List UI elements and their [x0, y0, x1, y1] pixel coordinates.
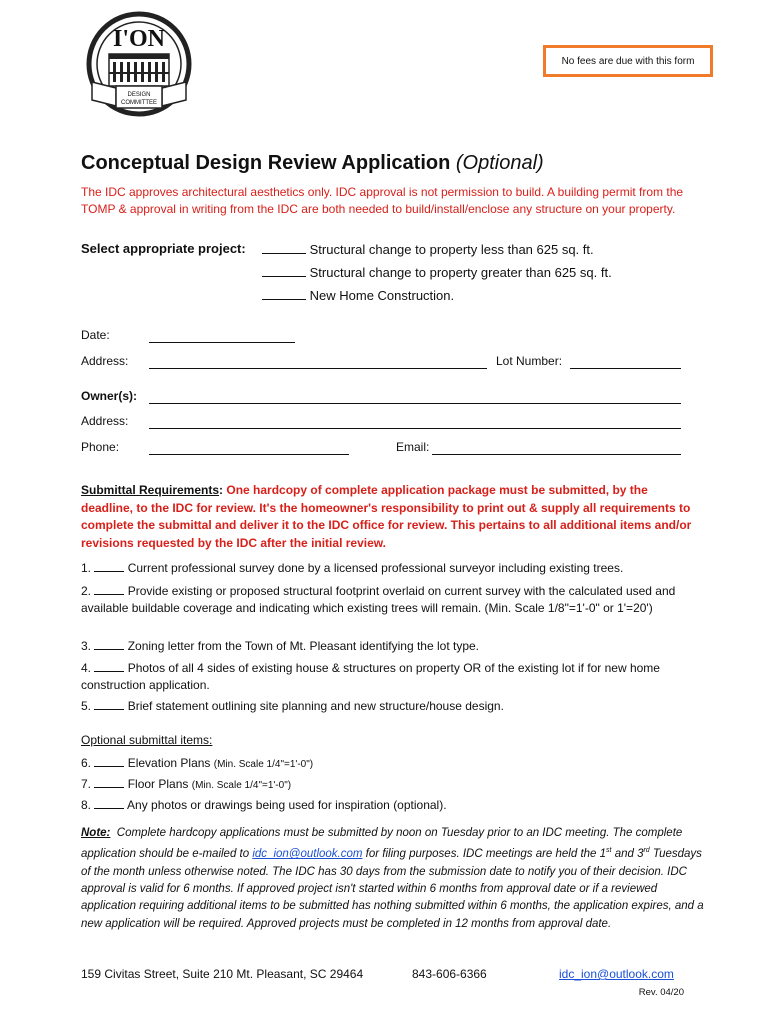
list-item: 3. Zoning letter from the Town of Mt. Pleasant identifying the lot type.: [81, 639, 480, 653]
item-blank[interactable]: [94, 754, 124, 767]
ion-design-committee-logo: [84, 10, 194, 118]
project-option-2[interactable]: Structural change to property greater than 625 sq. ft.: [262, 264, 612, 280]
item-blank[interactable]: [94, 637, 124, 650]
footer-phone: 843-606-6366: [412, 967, 487, 981]
footer-address: 159 Civitas Street, Suite 210 Mt. Pleasant, SC 29464: [81, 967, 364, 981]
owners-field[interactable]: [149, 391, 681, 404]
fee-notice-box: [543, 45, 713, 77]
phone-label: Phone:: [81, 440, 120, 454]
date-field[interactable]: [149, 330, 295, 343]
list-item: 8. Any photos or drawings being used for inspiration (optional).: [81, 798, 447, 812]
project-option-1[interactable]: Structural change to property less than 625 sq. ft.: [262, 241, 594, 257]
project-blank[interactable]: [262, 264, 306, 277]
project-blank[interactable]: [262, 287, 306, 300]
date-label: Date:: [81, 328, 110, 342]
phone-field[interactable]: [149, 442, 349, 455]
project-option-3[interactable]: New Home Construction.: [262, 287, 454, 303]
title-optional: (Optional): [455, 152, 544, 174]
item-blank[interactable]: [94, 582, 124, 595]
lot-number-label: Lot Number:: [496, 354, 563, 368]
submittal-heading: Submittal Requirements: [81, 483, 220, 497]
project-label: Select appropriate project:: [81, 241, 246, 256]
intro-text: The IDC approves architectural aesthetics only. IDC approval is not permission to build. A building permit from the TOMP & approval in writing from the IDC are both needed to build/install/enclose any structure on your property.: [81, 185, 684, 216]
item-blank[interactable]: [94, 559, 124, 572]
project-blank[interactable]: [262, 241, 306, 254]
list-item: 1. Current professional survey done by a licensed professional surveyor including existing trees.: [81, 561, 624, 575]
note-email-link[interactable]: idc_ion@outlook.com: [252, 848, 363, 861]
item-blank[interactable]: [94, 697, 124, 710]
submittal-text: One hardcopy of complete application package must be submitted, by the deadline, to the IDC for review. It's the homeowner's responsibility to print out & supply all requirements to complete the submittal and deliver it to the IDC office for review. This pertains to all additional items and/or revisions requested by the IDC after the initial review.: [81, 483, 692, 550]
email-label: Email:: [396, 440, 430, 454]
list-item: 4. Photos of all 4 sides of existing house & structures on property OR of the existing lot if for new home construction application.: [81, 661, 660, 692]
list-item: 5. Brief statement outlining site planning and new structure/house design.: [81, 699, 504, 713]
logo-sub2: COMMITTEE: [121, 100, 157, 106]
note-label: Note:: [81, 827, 111, 839]
address-field[interactable]: [149, 356, 487, 369]
logo-text: I'ON: [112, 26, 166, 52]
lot-number-field[interactable]: [570, 356, 681, 369]
footer-email-link[interactable]: idc_ion@outlook.com: [559, 967, 674, 981]
owner-address-field[interactable]: [149, 416, 681, 429]
revision-label: Rev. 04/20: [638, 987, 684, 998]
submittal-requirements: Submittal Requirements: One hardcopy of complete application package must be submitted, by the deadline, to the IDC for review. It's the homeowner's responsibility to print out & supply all requirements to complete the submittal and deliver it to the IDC office for review. This pertains to all additional items and/or revisions requested by the IDC after the initial review.: [81, 483, 692, 550]
item-blank[interactable]: [94, 796, 124, 809]
address-label: Address:: [81, 354, 129, 368]
logo-sub1: DESIGN: [127, 92, 151, 98]
list-item: 2. Provide existing or proposed structural footprint overlaid on current survey with the calculated used and available buildable coverage and indicating which existing trees will remain. (Min. Scale 1/8"=1'-0" or 1'=20'): [81, 584, 676, 615]
page-title: Conceptual Design Review Application (Optional): [81, 152, 544, 174]
email-field[interactable]: [432, 442, 681, 455]
list-item: 6. Elevation Plans (Min. Scale 1/4"=1'-0"): [81, 756, 314, 770]
optional-heading: Optional submittal items:: [81, 733, 213, 747]
owner-address-label: Address:: [81, 414, 129, 428]
fee-notice-text: No fees are due with this form: [561, 55, 695, 67]
note-paragraph: Note: Complete hardcopy applications must be submitted by noon on Tuesday prior to an IDC meeting. The complete application should be e-mailed to idc_ion@outlook.com for filing purposes. IDC meetings are held the 1st and 3rd Tuesdays of the month unless otherwise noted. The IDC has 30 days from the submission date to notify you of their decision. IDC approval is valid for 6 months. If approved project isn't started within 6 months from approval date or if a reviewed application requiring additional items to be submitted has nothing submitted within 6 months, the application expires, and a new application will be required. Approved projects must be completed in 12 months from approval date.: [81, 827, 704, 930]
item-blank[interactable]: [94, 775, 124, 788]
list-item: 7. Floor Plans (Min. Scale 1/4"=1'-0"): [81, 777, 292, 791]
item-blank[interactable]: [94, 659, 124, 672]
owners-label: Owner(s):: [81, 389, 138, 403]
